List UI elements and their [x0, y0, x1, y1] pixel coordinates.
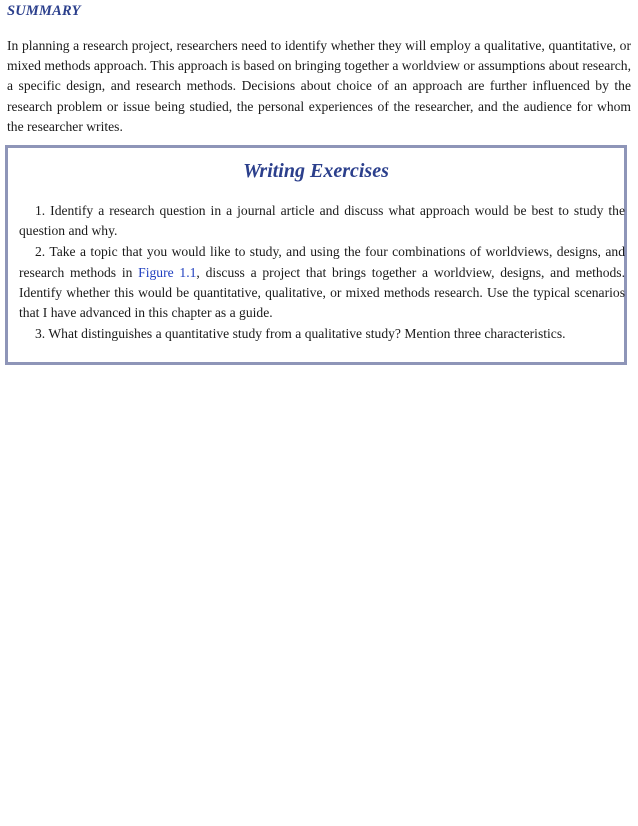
summary-heading: SUMMARY [7, 3, 81, 19]
exercise-item-3: 3. What distinguishes a quantitative study from a qualitative study? Mention three characteristics. [35, 326, 566, 342]
exercise-item-1: 1. Identify a research question in a journal article and discuss what approach would be best to study the question and why. [19, 203, 625, 239]
writing-exercises-title: Writing Exercises [243, 160, 389, 182]
summary-paragraph: In planning a research project, researchers need to identify whether they will employ a qualitative, quantitative, or mixed methods approach. This approach is based on bringing together a worldview or assumptions about research, a specific design, and research methods. Decisions about choice of an approach are further influenced by the research problem or issue being studied, the personal experiences of the researcher, and the audience for whom the researcher writes. [7, 38, 631, 134]
exercise-item-2 [19, 242, 625, 323]
exercise-2-text-before: 2. Take a topic that you would like to study, and using the four combinations of worldviews, designs, and research methods in [19, 244, 625, 280]
writing-exercises-box [5, 145, 627, 365]
exercise-2-text-after: , discuss a project that brings together a worldview, designs, and methods. Identify whether this would be quantitative, qualitative, or mixed methods research. Use the typical scenarios that I have advanced in this chapter as a guide. [19, 264, 626, 321]
exercise-list [19, 201, 625, 345]
figure-1-1-link[interactable]: Figure 1.1 [138, 264, 197, 280]
